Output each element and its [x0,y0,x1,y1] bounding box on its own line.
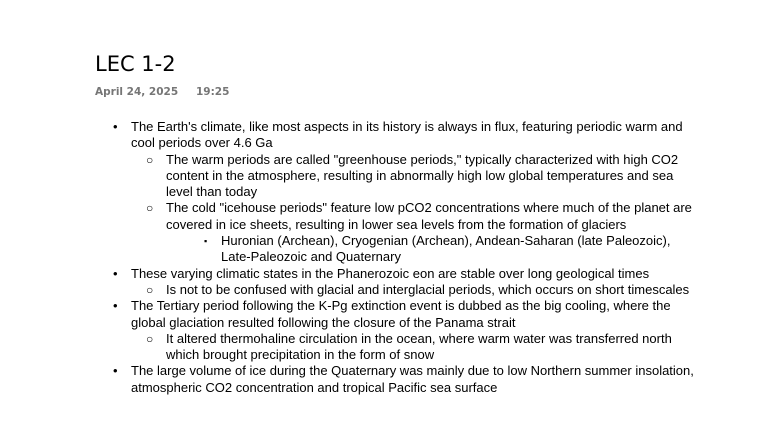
list-item [146,281,701,298]
note-date: April 24, 2025 [95,86,179,98]
sub-list [166,233,701,266]
list-item-text: Huronian (Archean), Cryogenian (Archean), Andean-Saharan (late Paleozoic), Late-Paleozoic and Quaternary [221,233,671,265]
list-item [113,298,701,363]
list-item-text: Is not to be confused with glacial and interglacial periods, which occurs on short timescales [166,281,690,297]
circle-bullet-icon: ○ [146,331,154,346]
list-item [113,119,701,266]
list-item [146,330,701,364]
list-item-text: The large volume of ice during the Quaternary was mainly due to low Northern summer insolation, atmospheric CO2 concentration and tropical Pacific sea surface [131,363,694,395]
list-item-text: The Tertiary period following the K-Pg extinction event is dubbed as the big cooling, where the global glaciation resulted following the closure of the Panama strait [131,298,671,330]
note-title[interactable]: LEC 1-2 [95,52,176,76]
list-item-text: These varying climatic states in the Phanerozoic eon are stable over long geological times [131,265,650,281]
list-item [146,200,701,265]
bullet-icon: • [113,363,118,379]
list-item [113,265,701,299]
note-time: 19:25 [196,86,230,98]
circle-bullet-icon: ○ [146,282,154,297]
square-bullet-icon: ▪ [204,236,208,247]
list-item-text: It altered thermohaline circulation in the ocean, where warm water was transferred north which brought precipitation in the form of snow [166,330,672,363]
list-item-text: The Earth's climate, like most aspects in its history is always in flux, featuring periodic warm and cool periods over 4.6 Ga [131,119,683,151]
circle-bullet-icon: ○ [146,201,154,216]
list-item [204,233,701,266]
list-item [146,151,701,201]
sub-list [131,152,701,266]
note-body[interactable] [113,119,701,396]
bullet-icon: • [113,298,118,314]
sub-list [131,331,701,364]
list-item-text: The warm periods are called "greenhouse periods," typically characterized with high CO2 content in the atmosphere, resulting in abnormally high low global temperatures and sea level than today [166,151,679,200]
bullet-icon: • [113,265,118,281]
list-item-text: The cold "icehouse periods" feature low pCO2 concentrations where much of the planet are covered in ice sheets, resulting in lower sea levels from the formation of glaciers [166,200,692,232]
list-item [113,363,701,396]
circle-bullet-icon: ○ [146,152,154,167]
sub-list [131,282,701,298]
bullet-icon: • [113,119,118,134]
